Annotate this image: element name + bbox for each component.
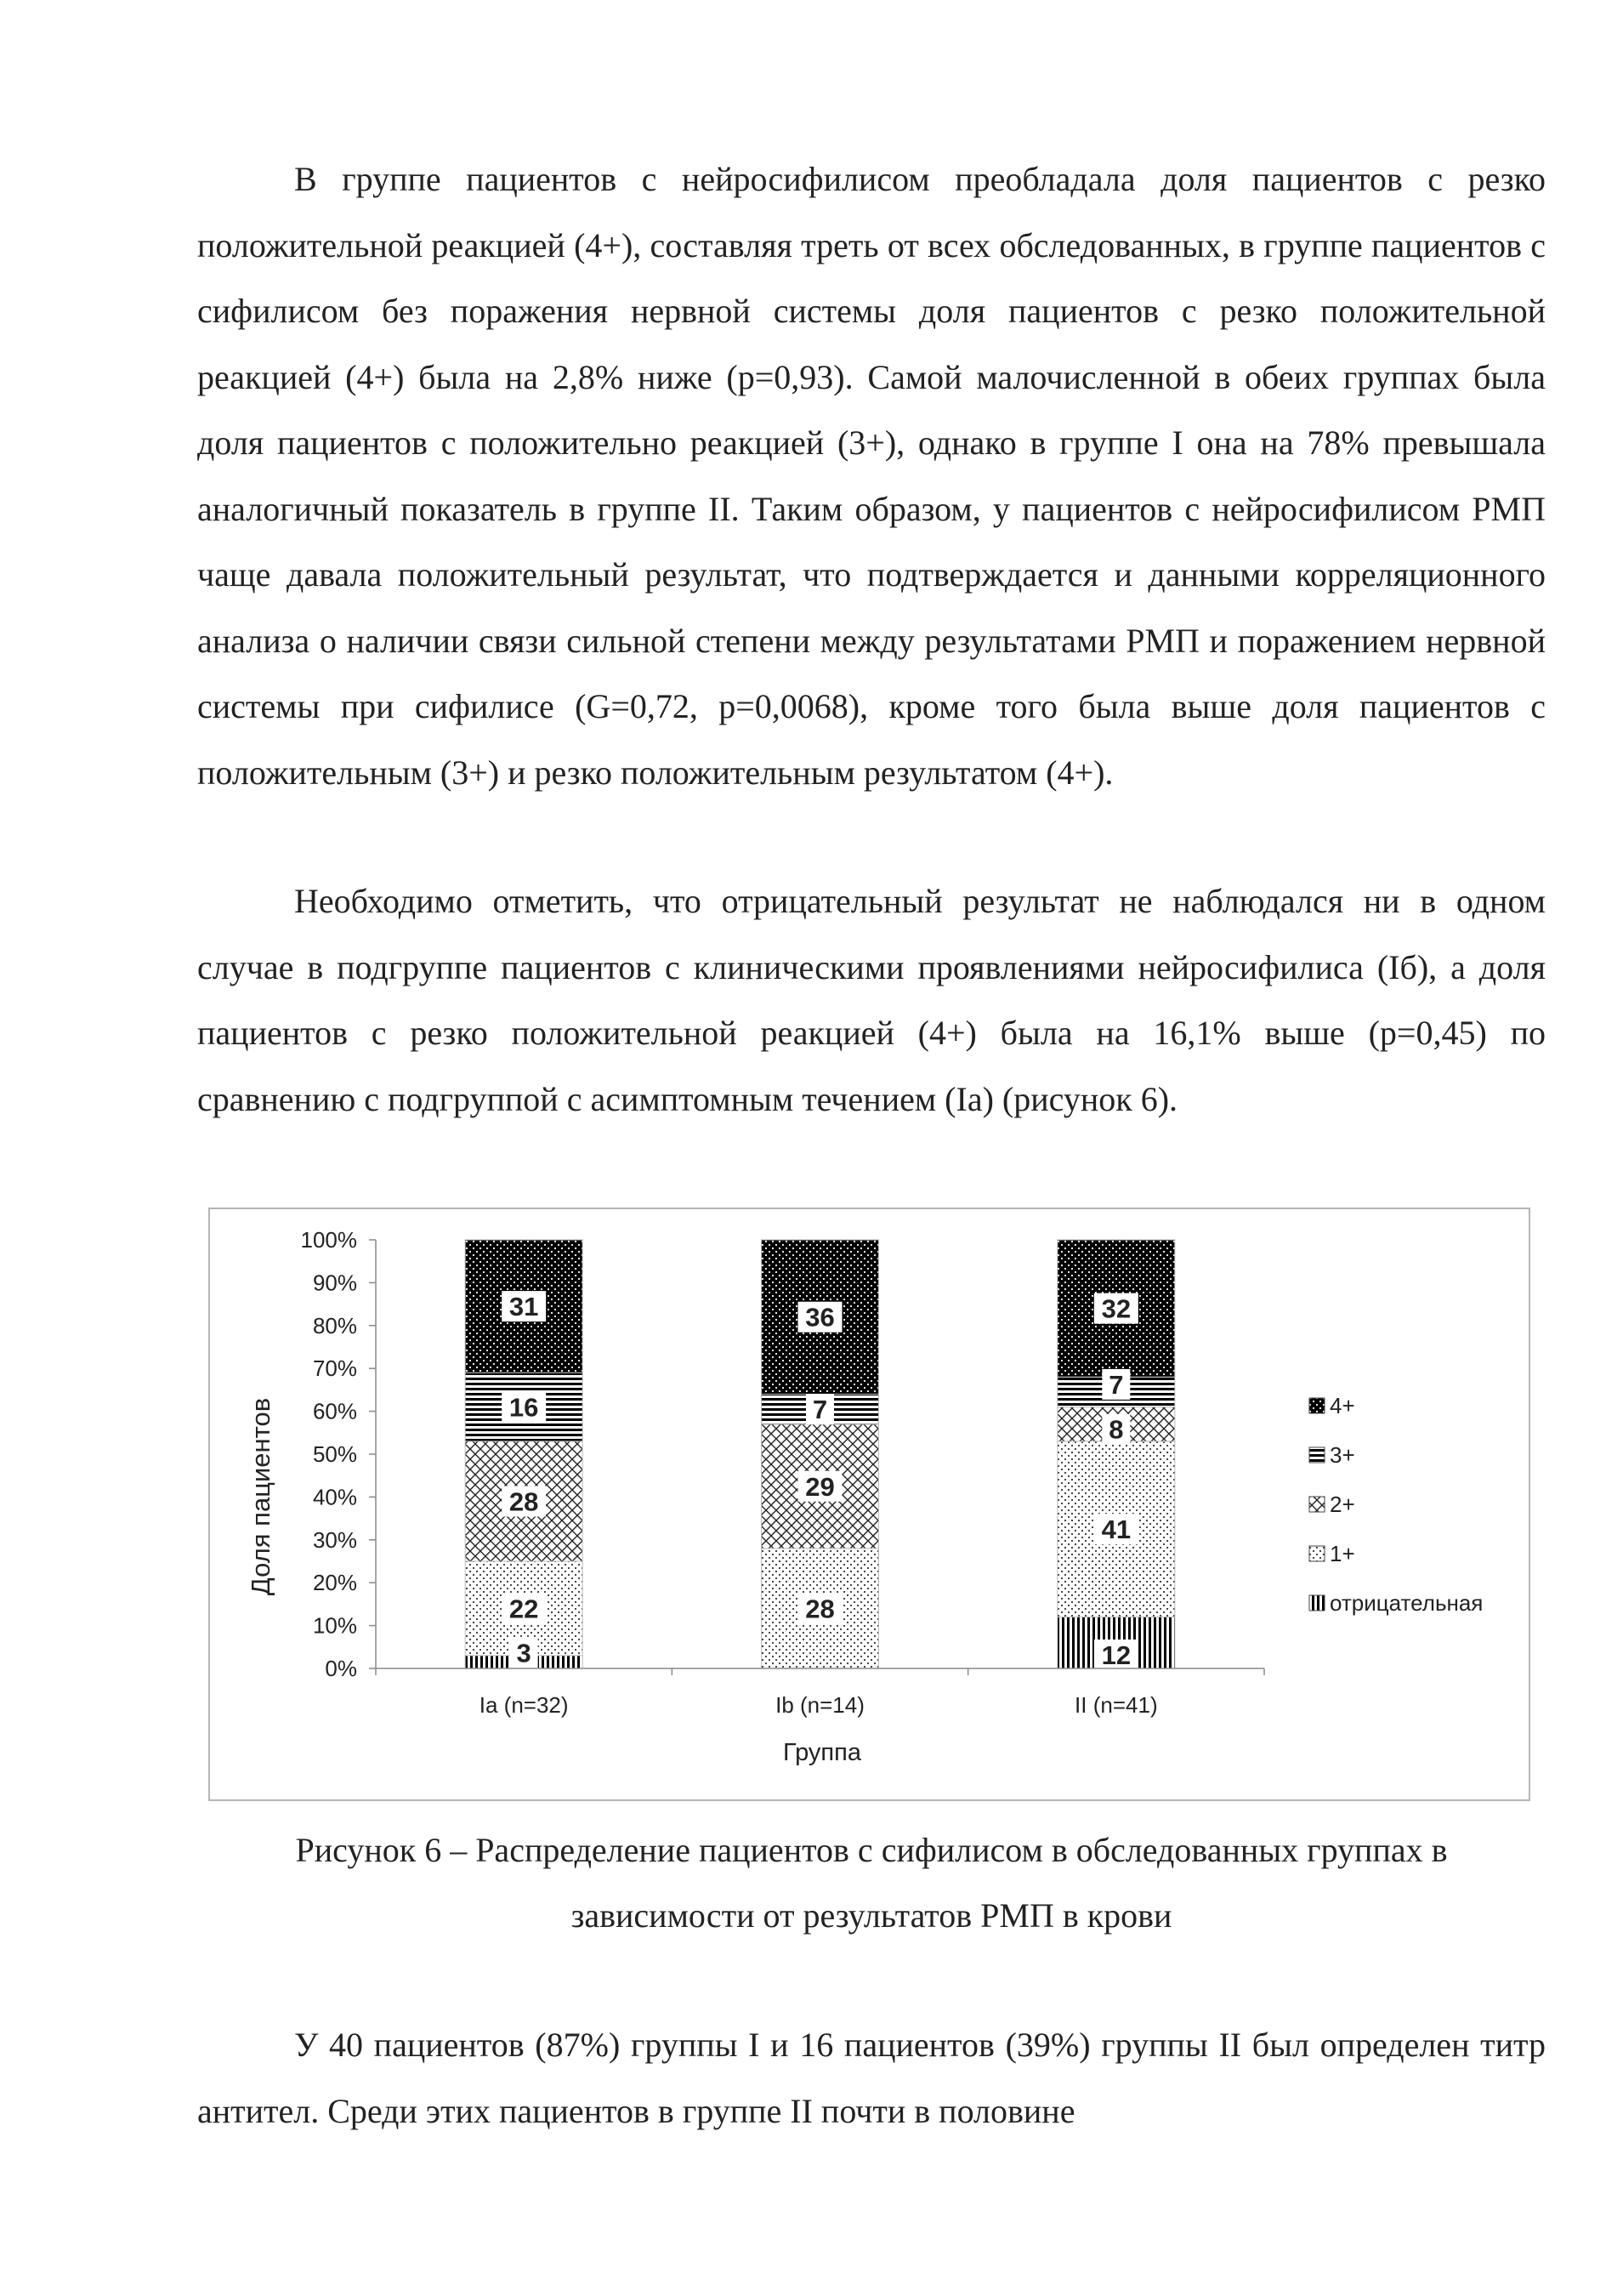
chart-frame <box>208 1208 1530 1801</box>
data-label: 3 <box>516 1638 531 1668</box>
stacked-bar-chart <box>210 1209 1529 1799</box>
legend-swatch <box>1309 1447 1325 1463</box>
legend-label: 2+ <box>1330 1492 1355 1517</box>
legend <box>1309 1393 1483 1616</box>
data-label: 7 <box>812 1395 828 1425</box>
x-tick-label: Ia (n=32) <box>479 1692 569 1718</box>
data-label: 36 <box>805 1302 835 1333</box>
figure-caption-line-1: Рисунок 6 – Распределение пациентов с сифилисом в обследованных группах в <box>295 1831 1448 1869</box>
data-label: 28 <box>805 1594 835 1624</box>
x-tick-label: II (n=41) <box>1075 1692 1158 1718</box>
y-tick-label: 0% <box>325 1656 357 1681</box>
data-label: 28 <box>508 1486 539 1517</box>
legend-swatch <box>1309 1398 1325 1413</box>
data-label: 16 <box>508 1392 539 1423</box>
y-axis-title: Доля пациентов <box>246 1397 275 1596</box>
legend-label: 4+ <box>1330 1393 1355 1418</box>
x-axis-title: Группа <box>783 1739 861 1766</box>
bars <box>465 1240 1175 1670</box>
figure-caption-line-2: зависимости от результатов РМП в крови <box>570 1896 1172 1935</box>
y-tick-label: 10% <box>312 1612 357 1639</box>
legend-swatch <box>1309 1546 1325 1561</box>
paragraph-3 <box>197 2012 1546 2144</box>
y-tick-label: 20% <box>312 1570 357 1596</box>
paragraph-3-text: У 40 пациентов (87%) группы I и 16 пациентов (39%) группы II был определен титр антител. Среди этих пациентов в группе II почти в половине <box>197 2026 1546 2130</box>
y-tick-label: 30% <box>312 1526 357 1553</box>
data-label: 29 <box>805 1471 835 1502</box>
legend-label: 1+ <box>1330 1541 1355 1566</box>
y-tick-label: 100% <box>300 1227 357 1253</box>
data-label: 41 <box>1101 1515 1132 1545</box>
y-tick-label: 50% <box>312 1441 357 1467</box>
legend-label: отрицательная <box>1330 1590 1484 1616</box>
data-label: 31 <box>508 1292 539 1322</box>
y-tick-label: 90% <box>312 1270 357 1296</box>
y-tick-label: 40% <box>312 1484 357 1510</box>
data-label: 8 <box>1109 1414 1124 1445</box>
paragraph-1-text: В группе пациентов с нейросифилисом преобладала доля пациентов с резко положительной реакцией (4+), составляя треть от всех обследованных, в группе пациентов с сифилисом без поражения нервной системы доля пациентов с резко положительной реакцией (4+) была на 2,8% ниже (p=0,93). Самой малочисленной в обеих группах была доля пациентов с положительно реакцией (3+), однако в группе I она на 78% превышала аналогичный показатель в группе II. Таким образом, у пациентов с нейросифилисом РМП чаще давала положительный результат, что подтверждается и данными корреляционного анализа о наличии связи сильной степени между результатами РМП и поражением нервной системы при сифилисе (G=0,72, p=0,0068), кроме того была выше доля пациентов с положительным (3+) и резко положительным результатом (4+). <box>197 160 1546 792</box>
x-axis <box>376 1668 1264 1718</box>
data-label: 12 <box>1101 1640 1132 1670</box>
y-tick-label: 70% <box>312 1355 357 1382</box>
paragraph-2 <box>197 868 1546 1132</box>
data-label: 22 <box>508 1594 539 1624</box>
paragraph-1 <box>197 146 1546 805</box>
legend-swatch <box>1309 1595 1325 1611</box>
x-tick-label: Ib (n=14) <box>775 1692 865 1718</box>
figure-caption <box>197 1817 1546 1948</box>
y-tick-label: 80% <box>312 1312 357 1338</box>
legend-swatch <box>1309 1497 1325 1512</box>
data-label: 7 <box>1109 1369 1124 1400</box>
paragraph-2-text: Необходимо отметить, что отрицательный результат не наблюдался ни в одном случае в подгруппе пациентов с клиническими проявлениями нейросифилиса (Iб), а доля пациентов с резко положительной реакцией (4+) была на 16,1% выше (p=0,45) по сравнению с подгруппой с асимптомным течением (Ia) (рисунок 6). <box>197 882 1546 1118</box>
y-tick-label: 60% <box>312 1398 357 1424</box>
data-label: 32 <box>1101 1293 1132 1324</box>
legend-label: 3+ <box>1330 1442 1355 1468</box>
y-axis <box>301 1227 377 1681</box>
